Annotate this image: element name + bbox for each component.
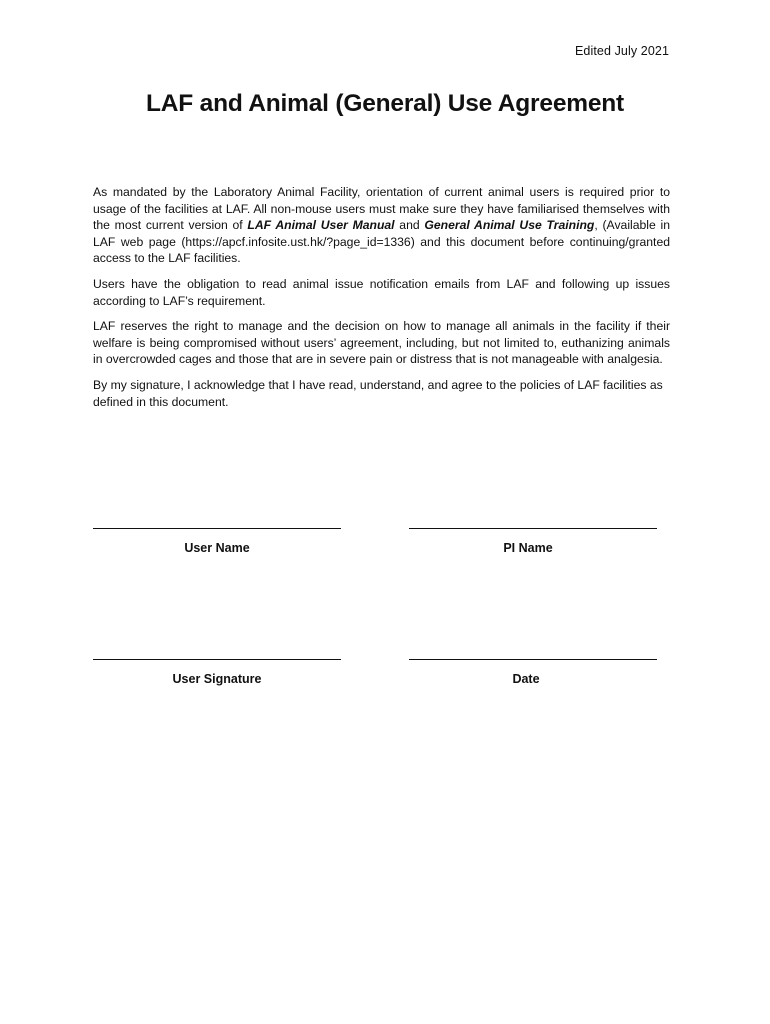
page-title: LAF and Animal (General) Use Agreement xyxy=(146,90,624,117)
date-line[interactable] xyxy=(409,659,657,660)
agreement-body xyxy=(93,184,670,419)
paragraph-acknowledgement: By my signature, I acknowledge that I have read, understand, and agree to the policies of LAF facilities as defined in this document. xyxy=(93,377,663,409)
paragraph-orientation xyxy=(93,184,670,267)
user-signature-label: User Signature xyxy=(172,672,262,686)
user-name-line[interactable] xyxy=(93,528,341,529)
paragraph-orientation-text-2: and xyxy=(394,218,425,233)
paragraph-orientation-text-3: , (Available in LAF web page (https://apcf.infosite.ust.hk/?page_id=1336) and this document before continuing/granted access to the LAF facilities. xyxy=(93,218,670,266)
pi-name-label: PI Name xyxy=(503,541,553,555)
user-manual-reference: LAF Animal User Manual xyxy=(247,218,395,233)
pi-name-line[interactable] xyxy=(409,528,657,529)
paragraph-obligation: Users have the obligation to read animal issue notification emails from LAF and following up issues according to LAF’s requirement. xyxy=(93,276,670,308)
edited-date: Edited July 2021 xyxy=(574,44,669,58)
paragraph-rights: LAF reserves the right to manage and the decision on how to manage all animals in the facility if their welfare is being compromised without users’ agreement, including, but not limited to, euthanizing animals in overcrowded cages and those that are in severe pain or distress that is not manageable with analgesia. xyxy=(93,319,670,367)
date-label: Date xyxy=(512,672,540,686)
user-name-label: User Name xyxy=(184,541,250,555)
user-signature-line[interactable] xyxy=(93,659,341,660)
training-reference: General Animal Use Training xyxy=(424,218,595,233)
paragraph-orientation-text-1: As mandated by the Laboratory Animal Facility, orientation of current animal users is required prior to usage of the facilities at LAF. All non-mouse users must make sure they have familiarised themselves with the most current version of xyxy=(93,185,670,233)
